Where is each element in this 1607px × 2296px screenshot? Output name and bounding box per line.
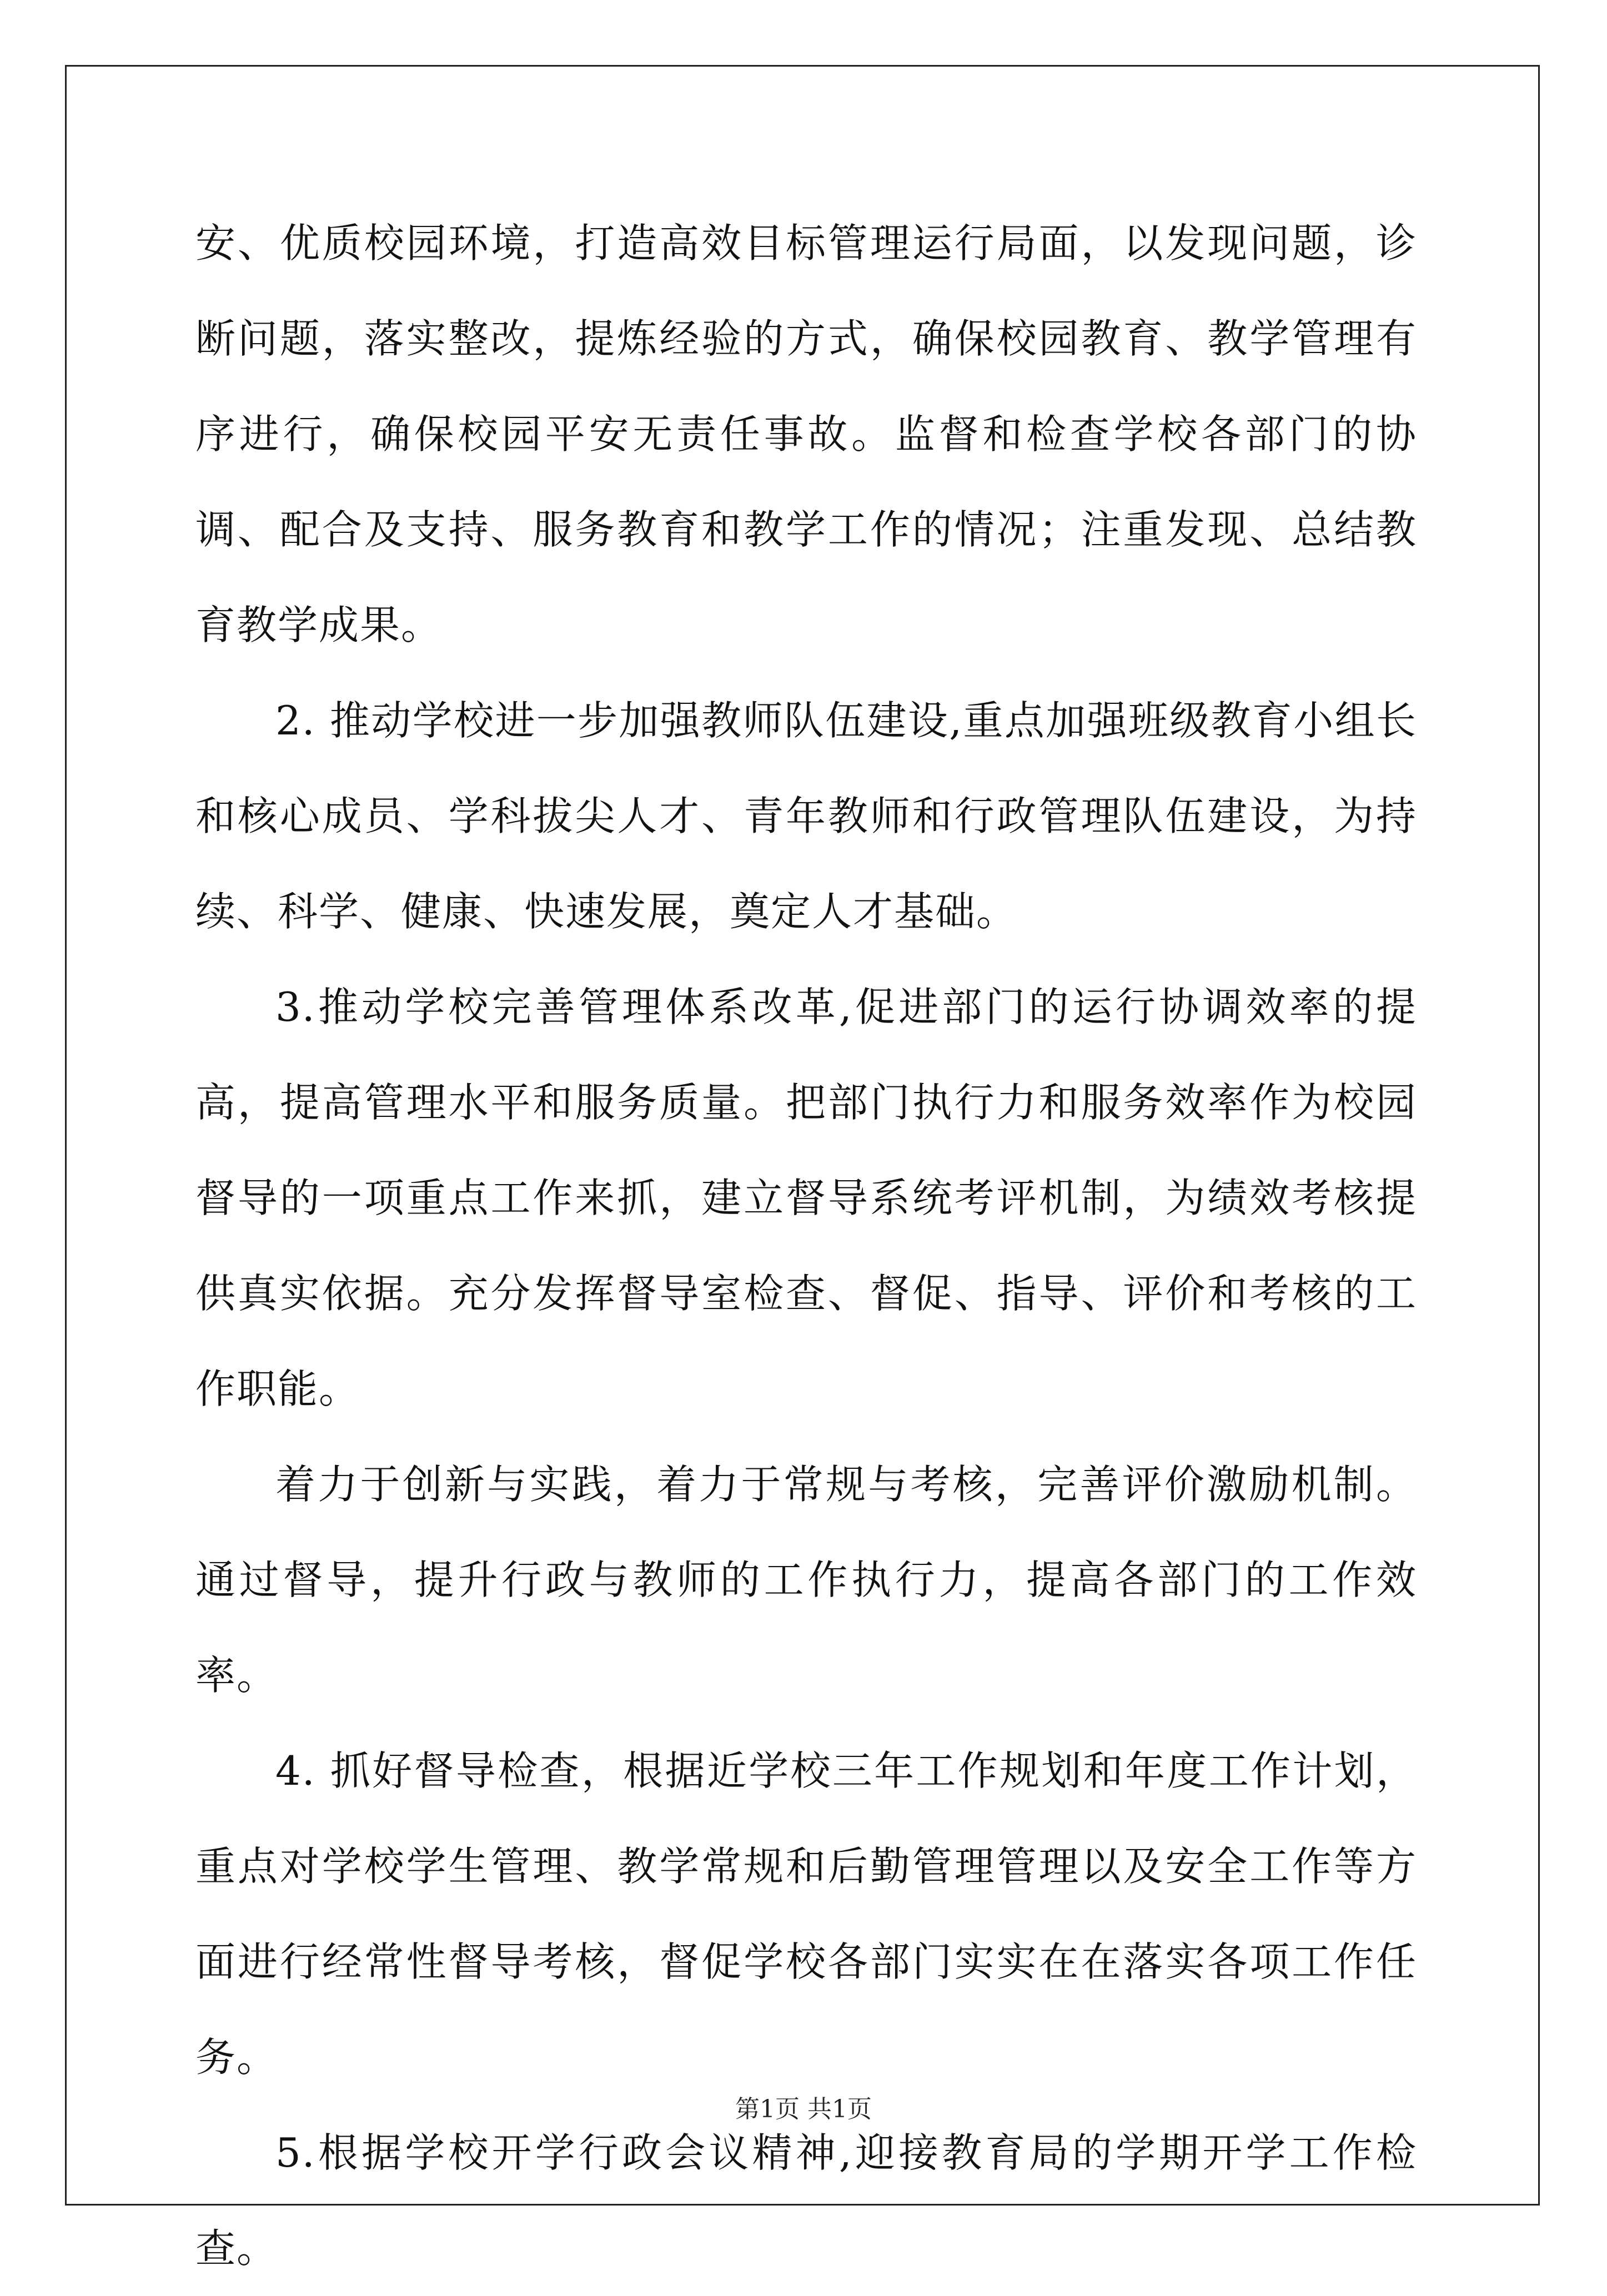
paragraph-3: 3.推动学校完善管理体系改革,促进部门的运行协调效率的提高，提高管理水平和服务质量。把部门执行力和服务效率作为校园督导的一项重点工作来抓，建立督导系统考评机制，为绩效考核提供真实依据。充分发挥督导室检查、督促、指导、评价和考核的工作职能。 — [195, 984, 1417, 1412]
document-body — [195, 195, 1417, 2296]
paragraph-4: 着力于创新与实践，着力于常规与考核，完善评价激励机制。通过督导，提升行政与教师的工作执行力，提高各部门的工作效率。 — [195, 1461, 1417, 1699]
paragraph-6: 5.根据学校开学行政会议精神,迎接教育局的学期开学工作检查。 — [195, 2129, 1417, 2272]
paragraph-1: 安、优质校园环境，打造高效目标管理运行局面，以发现问题，诊断问题，落实整改，提炼经验的方式，确保校园教育、教学管理有序进行，确保校园平安无责任事故。监督和检查学校各部门的协调、配合及支持、服务教育和教学工作的情况；注重发现、总结教育教学成果。 — [195, 220, 1417, 648]
paragraph-2: 2. 推动学校进一步加强教师队伍建设,重点加强班级教育小组长和核心成员、学科拔尖人才、青年教师和行政管理队伍建设，为持续、科学、健康、快速发展，奠定人才基础。 — [195, 697, 1417, 935]
page-footer: 第1页 共1页 — [735, 2095, 872, 2123]
paragraph-5: 4. 抓好督导检查，根据近学校三年工作规划和年度工作计划，重点对学校学生管理、教学常规和后勤管理管理以及安全工作等方面进行经常性督导考核，督促学校各部门实实在在落实各项工作任务。 — [195, 1748, 1417, 2081]
